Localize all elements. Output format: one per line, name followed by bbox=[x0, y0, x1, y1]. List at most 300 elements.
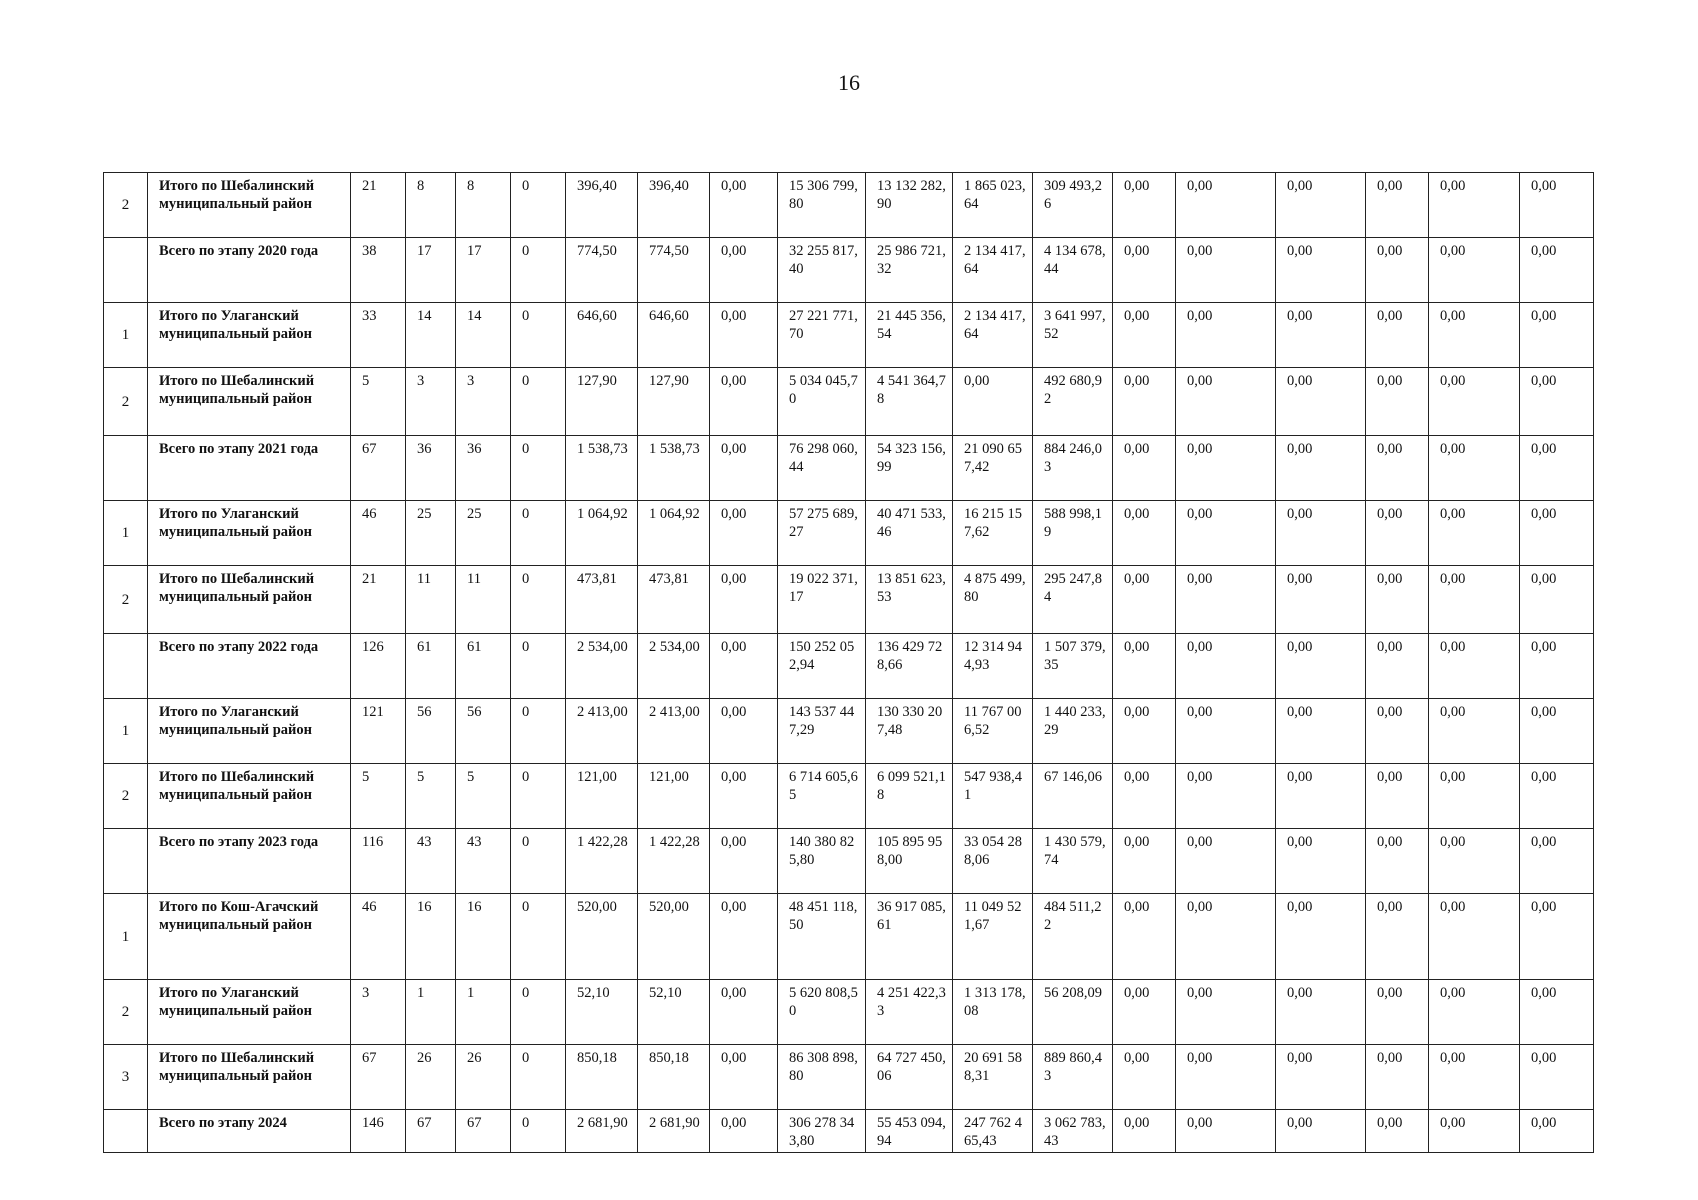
value-cell: 32 255 817,40 bbox=[778, 238, 866, 303]
value-cell: 0,00 bbox=[1113, 1045, 1176, 1110]
value-cell: 0,00 bbox=[1113, 436, 1176, 501]
value-cell: 1 507 379,35 bbox=[1033, 634, 1113, 699]
value-cell: 0 bbox=[511, 634, 566, 699]
value-cell: 36 bbox=[456, 436, 511, 501]
value-cell: 0,00 bbox=[1113, 764, 1176, 829]
value-cell: 21 bbox=[351, 173, 406, 238]
value-cell: 0,00 bbox=[1176, 980, 1276, 1045]
value-cell: 1 430 579,74 bbox=[1033, 829, 1113, 894]
table-row bbox=[104, 303, 1594, 368]
value-cell: 0,00 bbox=[1429, 829, 1520, 894]
value-cell: 0 bbox=[511, 764, 566, 829]
value-cell: 16 215 157,62 bbox=[953, 501, 1033, 566]
value-cell: 0,00 bbox=[1366, 303, 1429, 368]
value-cell: 146 bbox=[351, 1110, 406, 1153]
value-cell: 0,00 bbox=[1429, 436, 1520, 501]
value-cell: 56 bbox=[406, 699, 456, 764]
value-cell: 774,50 bbox=[566, 238, 638, 303]
value-cell: 126 bbox=[351, 634, 406, 699]
value-cell: 0 bbox=[511, 238, 566, 303]
value-cell: 0,00 bbox=[1113, 368, 1176, 436]
value-cell: 67 bbox=[351, 436, 406, 501]
value-cell: 0,00 bbox=[1176, 1110, 1276, 1153]
value-cell: 56 208,09 bbox=[1033, 980, 1113, 1045]
value-cell: 396,40 bbox=[638, 173, 710, 238]
row-name-cell: Итого по Кош-Агачский муниципальный район bbox=[148, 894, 351, 980]
table-row bbox=[104, 980, 1594, 1045]
value-cell: 473,81 bbox=[566, 566, 638, 634]
value-cell: 0,00 bbox=[1429, 980, 1520, 1045]
value-cell: 0,00 bbox=[710, 173, 778, 238]
value-cell: 127,90 bbox=[638, 368, 710, 436]
value-cell: 0,00 bbox=[710, 368, 778, 436]
value-cell: 36 917 085,61 bbox=[866, 894, 953, 980]
value-cell: 61 bbox=[406, 634, 456, 699]
value-cell: 0,00 bbox=[1366, 764, 1429, 829]
row-number-cell: 2 bbox=[104, 980, 148, 1045]
value-cell: 0,00 bbox=[710, 1045, 778, 1110]
value-cell: 0,00 bbox=[1113, 829, 1176, 894]
value-cell: 55 453 094,94 bbox=[866, 1110, 953, 1153]
value-cell: 8 bbox=[406, 173, 456, 238]
value-cell: 0 bbox=[511, 1110, 566, 1153]
value-cell: 0,00 bbox=[1520, 634, 1594, 699]
table-row bbox=[104, 173, 1594, 238]
value-cell: 56 bbox=[456, 699, 511, 764]
value-cell: 0,00 bbox=[710, 566, 778, 634]
value-cell: 492 680,92 bbox=[1033, 368, 1113, 436]
value-cell: 0,00 bbox=[1366, 1110, 1429, 1153]
value-cell: 17 bbox=[456, 238, 511, 303]
value-cell: 143 537 447,29 bbox=[778, 699, 866, 764]
row-number-cell: 1 bbox=[104, 501, 148, 566]
value-cell: 5 620 808,50 bbox=[778, 980, 866, 1045]
row-number-cell bbox=[104, 829, 148, 894]
value-cell: 0,00 bbox=[1276, 368, 1366, 436]
value-cell: 1 064,92 bbox=[566, 501, 638, 566]
value-cell: 0 bbox=[511, 699, 566, 764]
value-cell: 850,18 bbox=[566, 1045, 638, 1110]
table-row bbox=[104, 829, 1594, 894]
value-cell: 0,00 bbox=[1366, 173, 1429, 238]
row-name-cell: Всего по этапу 2023 года bbox=[148, 829, 351, 894]
table-row bbox=[104, 1110, 1594, 1153]
row-name-cell: Итого по Шебалинский муниципальный район bbox=[148, 368, 351, 436]
row-name-cell: Итого по Улаганский муниципальный район bbox=[148, 699, 351, 764]
value-cell: 1 bbox=[456, 980, 511, 1045]
row-name-cell: Итого по Улаганский муниципальный район bbox=[148, 501, 351, 566]
value-cell: 0,00 bbox=[1176, 1045, 1276, 1110]
value-cell: 0,00 bbox=[1276, 894, 1366, 980]
value-cell: 86 308 898,80 bbox=[778, 1045, 866, 1110]
value-cell: 0,00 bbox=[1113, 894, 1176, 980]
value-cell: 0,00 bbox=[710, 764, 778, 829]
row-number-cell: 2 bbox=[104, 173, 148, 238]
value-cell: 0,00 bbox=[953, 368, 1033, 436]
value-cell: 52,10 bbox=[566, 980, 638, 1045]
value-cell: 1 538,73 bbox=[638, 436, 710, 501]
value-cell: 0,00 bbox=[1366, 980, 1429, 1045]
value-cell: 1 064,92 bbox=[638, 501, 710, 566]
value-cell: 0 bbox=[511, 894, 566, 980]
value-cell: 0,00 bbox=[1176, 764, 1276, 829]
value-cell: 2 534,00 bbox=[638, 634, 710, 699]
value-cell: 21 bbox=[351, 566, 406, 634]
table-row bbox=[104, 764, 1594, 829]
value-cell: 0,00 bbox=[1520, 829, 1594, 894]
table-row bbox=[104, 699, 1594, 764]
value-cell: 396,40 bbox=[566, 173, 638, 238]
value-cell: 1 440 233,29 bbox=[1033, 699, 1113, 764]
value-cell: 46 bbox=[351, 501, 406, 566]
row-name-cell: Итого по Шебалинский муниципальный район bbox=[148, 1045, 351, 1110]
row-name-cell: Всего по этапу 2024 bbox=[148, 1110, 351, 1153]
value-cell: 0,00 bbox=[1520, 699, 1594, 764]
value-cell: 19 022 371,17 bbox=[778, 566, 866, 634]
value-cell: 3 062 783,43 bbox=[1033, 1110, 1113, 1153]
value-cell: 3 bbox=[406, 368, 456, 436]
value-cell: 67 bbox=[406, 1110, 456, 1153]
value-cell: 0,00 bbox=[710, 980, 778, 1045]
value-cell: 0,00 bbox=[1113, 1110, 1176, 1153]
value-cell: 0,00 bbox=[1113, 566, 1176, 634]
value-cell: 0,00 bbox=[1520, 501, 1594, 566]
value-cell: 67 146,06 bbox=[1033, 764, 1113, 829]
row-number-cell bbox=[104, 436, 148, 501]
value-cell: 0,00 bbox=[1176, 634, 1276, 699]
value-cell: 0,00 bbox=[1429, 501, 1520, 566]
value-cell: 0,00 bbox=[1429, 894, 1520, 980]
value-cell: 5 bbox=[351, 368, 406, 436]
value-cell: 0,00 bbox=[710, 1110, 778, 1153]
value-cell: 1 422,28 bbox=[638, 829, 710, 894]
value-cell: 11 bbox=[406, 566, 456, 634]
value-cell: 2 413,00 bbox=[566, 699, 638, 764]
value-cell: 0,00 bbox=[1429, 764, 1520, 829]
value-cell: 33 bbox=[351, 303, 406, 368]
value-cell: 27 221 771,70 bbox=[778, 303, 866, 368]
value-cell: 0,00 bbox=[1429, 173, 1520, 238]
value-cell: 5 bbox=[351, 764, 406, 829]
table-row bbox=[104, 634, 1594, 699]
value-cell: 127,90 bbox=[566, 368, 638, 436]
value-cell: 0,00 bbox=[1429, 699, 1520, 764]
stage-totals-table bbox=[103, 172, 1594, 1153]
value-cell: 5 bbox=[456, 764, 511, 829]
value-cell: 13 132 282,90 bbox=[866, 173, 953, 238]
value-cell: 121,00 bbox=[566, 764, 638, 829]
table-row bbox=[104, 894, 1594, 980]
value-cell: 14 bbox=[456, 303, 511, 368]
value-cell: 0 bbox=[511, 1045, 566, 1110]
value-cell: 0 bbox=[511, 436, 566, 501]
value-cell: 0,00 bbox=[1366, 436, 1429, 501]
value-cell: 3 bbox=[456, 368, 511, 436]
row-number-cell: 1 bbox=[104, 894, 148, 980]
value-cell: 0,00 bbox=[710, 699, 778, 764]
value-cell: 21 090 657,42 bbox=[953, 436, 1033, 501]
value-cell: 0,00 bbox=[1176, 173, 1276, 238]
value-cell: 140 380 825,80 bbox=[778, 829, 866, 894]
value-cell: 40 471 533,46 bbox=[866, 501, 953, 566]
value-cell: 43 bbox=[406, 829, 456, 894]
value-cell: 0,00 bbox=[710, 501, 778, 566]
value-cell: 14 bbox=[406, 303, 456, 368]
value-cell: 26 bbox=[406, 1045, 456, 1110]
value-cell: 13 851 623,53 bbox=[866, 566, 953, 634]
value-cell: 309 493,26 bbox=[1033, 173, 1113, 238]
value-cell: 0,00 bbox=[1276, 829, 1366, 894]
row-name-cell: Итого по Шебалинский муниципальный район bbox=[148, 173, 351, 238]
value-cell: 0 bbox=[511, 501, 566, 566]
value-cell: 0,00 bbox=[1520, 303, 1594, 368]
value-cell: 36 bbox=[406, 436, 456, 501]
value-cell: 0,00 bbox=[710, 634, 778, 699]
value-cell: 0,00 bbox=[1429, 303, 1520, 368]
value-cell: 0 bbox=[511, 566, 566, 634]
value-cell: 0,00 bbox=[1520, 436, 1594, 501]
value-cell: 0,00 bbox=[1276, 764, 1366, 829]
value-cell: 2 413,00 bbox=[638, 699, 710, 764]
value-cell: 0,00 bbox=[1366, 566, 1429, 634]
value-cell: 0,00 bbox=[1366, 634, 1429, 699]
value-cell: 0,00 bbox=[1520, 980, 1594, 1045]
value-cell: 547 938,41 bbox=[953, 764, 1033, 829]
value-cell: 11 767 006,52 bbox=[953, 699, 1033, 764]
value-cell: 774,50 bbox=[638, 238, 710, 303]
value-cell: 0,00 bbox=[1276, 980, 1366, 1045]
value-cell: 25 bbox=[406, 501, 456, 566]
page-number: 16 bbox=[838, 70, 860, 95]
value-cell: 0,00 bbox=[1176, 303, 1276, 368]
value-cell: 889 860,43 bbox=[1033, 1045, 1113, 1110]
value-cell: 2 681,90 bbox=[566, 1110, 638, 1153]
value-cell: 57 275 689,27 bbox=[778, 501, 866, 566]
value-cell: 0,00 bbox=[1366, 894, 1429, 980]
value-cell: 0,00 bbox=[1113, 634, 1176, 699]
value-cell: 884 246,03 bbox=[1033, 436, 1113, 501]
value-cell: 52,10 bbox=[638, 980, 710, 1045]
row-name-cell: Итого по Шебалинский муниципальный район bbox=[148, 566, 351, 634]
value-cell: 0,00 bbox=[1520, 1110, 1594, 1153]
value-cell: 8 bbox=[456, 173, 511, 238]
value-cell: 4 251 422,33 bbox=[866, 980, 953, 1045]
value-cell: 16 bbox=[406, 894, 456, 980]
value-cell: 0,00 bbox=[1113, 238, 1176, 303]
value-cell: 0,00 bbox=[1176, 894, 1276, 980]
row-number-cell: 1 bbox=[104, 699, 148, 764]
row-number-cell bbox=[104, 238, 148, 303]
value-cell: 121,00 bbox=[638, 764, 710, 829]
value-cell: 76 298 060,44 bbox=[778, 436, 866, 501]
value-cell: 1 422,28 bbox=[566, 829, 638, 894]
value-cell: 6 099 521,18 bbox=[866, 764, 953, 829]
value-cell: 0,00 bbox=[1520, 894, 1594, 980]
value-cell: 15 306 799,80 bbox=[778, 173, 866, 238]
value-cell: 484 511,22 bbox=[1033, 894, 1113, 980]
value-cell: 0,00 bbox=[1176, 566, 1276, 634]
value-cell: 0,00 bbox=[710, 894, 778, 980]
row-number-cell bbox=[104, 634, 148, 699]
value-cell: 2 534,00 bbox=[566, 634, 638, 699]
value-cell: 0,00 bbox=[1276, 173, 1366, 238]
value-cell: 0,00 bbox=[1429, 634, 1520, 699]
value-cell: 6 714 605,65 bbox=[778, 764, 866, 829]
value-cell: 0,00 bbox=[1276, 436, 1366, 501]
value-cell: 0,00 bbox=[1276, 566, 1366, 634]
value-cell: 116 bbox=[351, 829, 406, 894]
value-cell: 2 134 417,64 bbox=[953, 303, 1033, 368]
value-cell: 105 895 958,00 bbox=[866, 829, 953, 894]
value-cell: 0,00 bbox=[1429, 368, 1520, 436]
value-cell: 588 998,19 bbox=[1033, 501, 1113, 566]
value-cell: 646,60 bbox=[566, 303, 638, 368]
value-cell: 0,00 bbox=[1113, 699, 1176, 764]
value-cell: 150 252 052,94 bbox=[778, 634, 866, 699]
value-cell: 5 bbox=[406, 764, 456, 829]
value-cell: 0,00 bbox=[1176, 829, 1276, 894]
value-cell: 25 986 721,32 bbox=[866, 238, 953, 303]
value-cell: 64 727 450,06 bbox=[866, 1045, 953, 1110]
value-cell: 0,00 bbox=[1366, 829, 1429, 894]
value-cell: 0,00 bbox=[1366, 699, 1429, 764]
value-cell: 0,00 bbox=[1176, 436, 1276, 501]
table-row bbox=[104, 501, 1594, 566]
value-cell: 0,00 bbox=[1276, 1110, 1366, 1153]
value-cell: 12 314 944,93 bbox=[953, 634, 1033, 699]
value-cell: 306 278 343,80 bbox=[778, 1110, 866, 1153]
value-cell: 0,00 bbox=[1429, 1110, 1520, 1153]
value-cell: 646,60 bbox=[638, 303, 710, 368]
value-cell: 16 bbox=[456, 894, 511, 980]
value-cell: 11 049 521,67 bbox=[953, 894, 1033, 980]
row-name-cell: Итого по Улаганский муниципальный район bbox=[148, 303, 351, 368]
row-name-cell: Итого по Улаганский муниципальный район bbox=[148, 980, 351, 1045]
value-cell: 0,00 bbox=[1113, 980, 1176, 1045]
value-cell: 2 681,90 bbox=[638, 1110, 710, 1153]
value-cell: 3 bbox=[351, 980, 406, 1045]
row-number-cell: 2 bbox=[104, 368, 148, 436]
table-row bbox=[104, 368, 1594, 436]
value-cell: 295 247,84 bbox=[1033, 566, 1113, 634]
value-cell: 0 bbox=[511, 829, 566, 894]
value-cell: 520,00 bbox=[566, 894, 638, 980]
value-cell: 247 762 465,43 bbox=[953, 1110, 1033, 1153]
value-cell: 17 bbox=[406, 238, 456, 303]
value-cell: 67 bbox=[456, 1110, 511, 1153]
value-cell: 0,00 bbox=[1176, 699, 1276, 764]
value-cell: 61 bbox=[456, 634, 511, 699]
value-cell: 0,00 bbox=[1276, 501, 1366, 566]
value-cell: 38 bbox=[351, 238, 406, 303]
value-cell: 0,00 bbox=[1429, 238, 1520, 303]
value-cell: 25 bbox=[456, 501, 511, 566]
value-cell: 0,00 bbox=[1520, 173, 1594, 238]
value-cell: 0,00 bbox=[1113, 173, 1176, 238]
value-cell: 3 641 997,52 bbox=[1033, 303, 1113, 368]
value-cell: 0,00 bbox=[1520, 238, 1594, 303]
row-number-cell: 3 bbox=[104, 1045, 148, 1110]
row-number-cell: 2 bbox=[104, 764, 148, 829]
value-cell: 1 538,73 bbox=[566, 436, 638, 501]
value-cell: 0,00 bbox=[710, 829, 778, 894]
value-cell: 0,00 bbox=[1113, 303, 1176, 368]
row-name-cell: Всего по этапу 2020 года bbox=[148, 238, 351, 303]
value-cell: 0,00 bbox=[1276, 1045, 1366, 1110]
value-cell: 0,00 bbox=[1276, 699, 1366, 764]
value-cell: 1 865 023,64 bbox=[953, 173, 1033, 238]
value-cell: 0,00 bbox=[1176, 238, 1276, 303]
value-cell: 0 bbox=[511, 980, 566, 1045]
row-number-cell bbox=[104, 1110, 148, 1153]
table-row bbox=[104, 238, 1594, 303]
value-cell: 0,00 bbox=[1520, 764, 1594, 829]
value-cell: 0,00 bbox=[1176, 368, 1276, 436]
value-cell: 0,00 bbox=[1429, 1045, 1520, 1110]
value-cell: 0,00 bbox=[1276, 238, 1366, 303]
value-cell: 0,00 bbox=[1366, 368, 1429, 436]
row-name-cell: Всего по этапу 2022 года bbox=[148, 634, 351, 699]
value-cell: 4 875 499,80 bbox=[953, 566, 1033, 634]
value-cell: 0,00 bbox=[1520, 368, 1594, 436]
table-row bbox=[104, 1045, 1594, 1110]
value-cell: 0,00 bbox=[1276, 634, 1366, 699]
value-cell: 4 541 364,78 bbox=[866, 368, 953, 436]
value-cell: 0,00 bbox=[710, 303, 778, 368]
value-cell: 20 691 588,31 bbox=[953, 1045, 1033, 1110]
value-cell: 26 bbox=[456, 1045, 511, 1110]
row-number-cell: 1 bbox=[104, 303, 148, 368]
value-cell: 0 bbox=[511, 368, 566, 436]
table-row bbox=[104, 436, 1594, 501]
value-cell: 0,00 bbox=[1113, 501, 1176, 566]
value-cell: 0,00 bbox=[1429, 566, 1520, 634]
value-cell: 46 bbox=[351, 894, 406, 980]
value-cell: 43 bbox=[456, 829, 511, 894]
value-cell: 0,00 bbox=[1176, 501, 1276, 566]
value-cell: 0,00 bbox=[1520, 566, 1594, 634]
value-cell: 21 445 356,54 bbox=[866, 303, 953, 368]
value-cell: 473,81 bbox=[638, 566, 710, 634]
value-cell: 4 134 678,44 bbox=[1033, 238, 1113, 303]
value-cell: 1 313 178,08 bbox=[953, 980, 1033, 1045]
value-cell: 2 134 417,64 bbox=[953, 238, 1033, 303]
value-cell: 0,00 bbox=[1276, 303, 1366, 368]
value-cell: 54 323 156,99 bbox=[866, 436, 953, 501]
value-cell: 48 451 118,50 bbox=[778, 894, 866, 980]
value-cell: 0,00 bbox=[710, 436, 778, 501]
table-row bbox=[104, 566, 1594, 634]
value-cell: 5 034 045,70 bbox=[778, 368, 866, 436]
row-name-cell: Всего по этапу 2021 года bbox=[148, 436, 351, 501]
row-number-cell: 2 bbox=[104, 566, 148, 634]
value-cell: 0,00 bbox=[710, 238, 778, 303]
value-cell: 130 330 207,48 bbox=[866, 699, 953, 764]
value-cell: 0,00 bbox=[1366, 238, 1429, 303]
value-cell: 33 054 288,06 bbox=[953, 829, 1033, 894]
value-cell: 0 bbox=[511, 303, 566, 368]
row-name-cell: Итого по Шебалинский муниципальный район bbox=[148, 764, 351, 829]
value-cell: 67 bbox=[351, 1045, 406, 1110]
value-cell: 11 bbox=[456, 566, 511, 634]
value-cell: 0,00 bbox=[1366, 1045, 1429, 1110]
value-cell: 1 bbox=[406, 980, 456, 1045]
value-cell: 0,00 bbox=[1520, 1045, 1594, 1110]
value-cell: 121 bbox=[351, 699, 406, 764]
value-cell: 520,00 bbox=[638, 894, 710, 980]
value-cell: 136 429 728,66 bbox=[866, 634, 953, 699]
value-cell: 0 bbox=[511, 173, 566, 238]
